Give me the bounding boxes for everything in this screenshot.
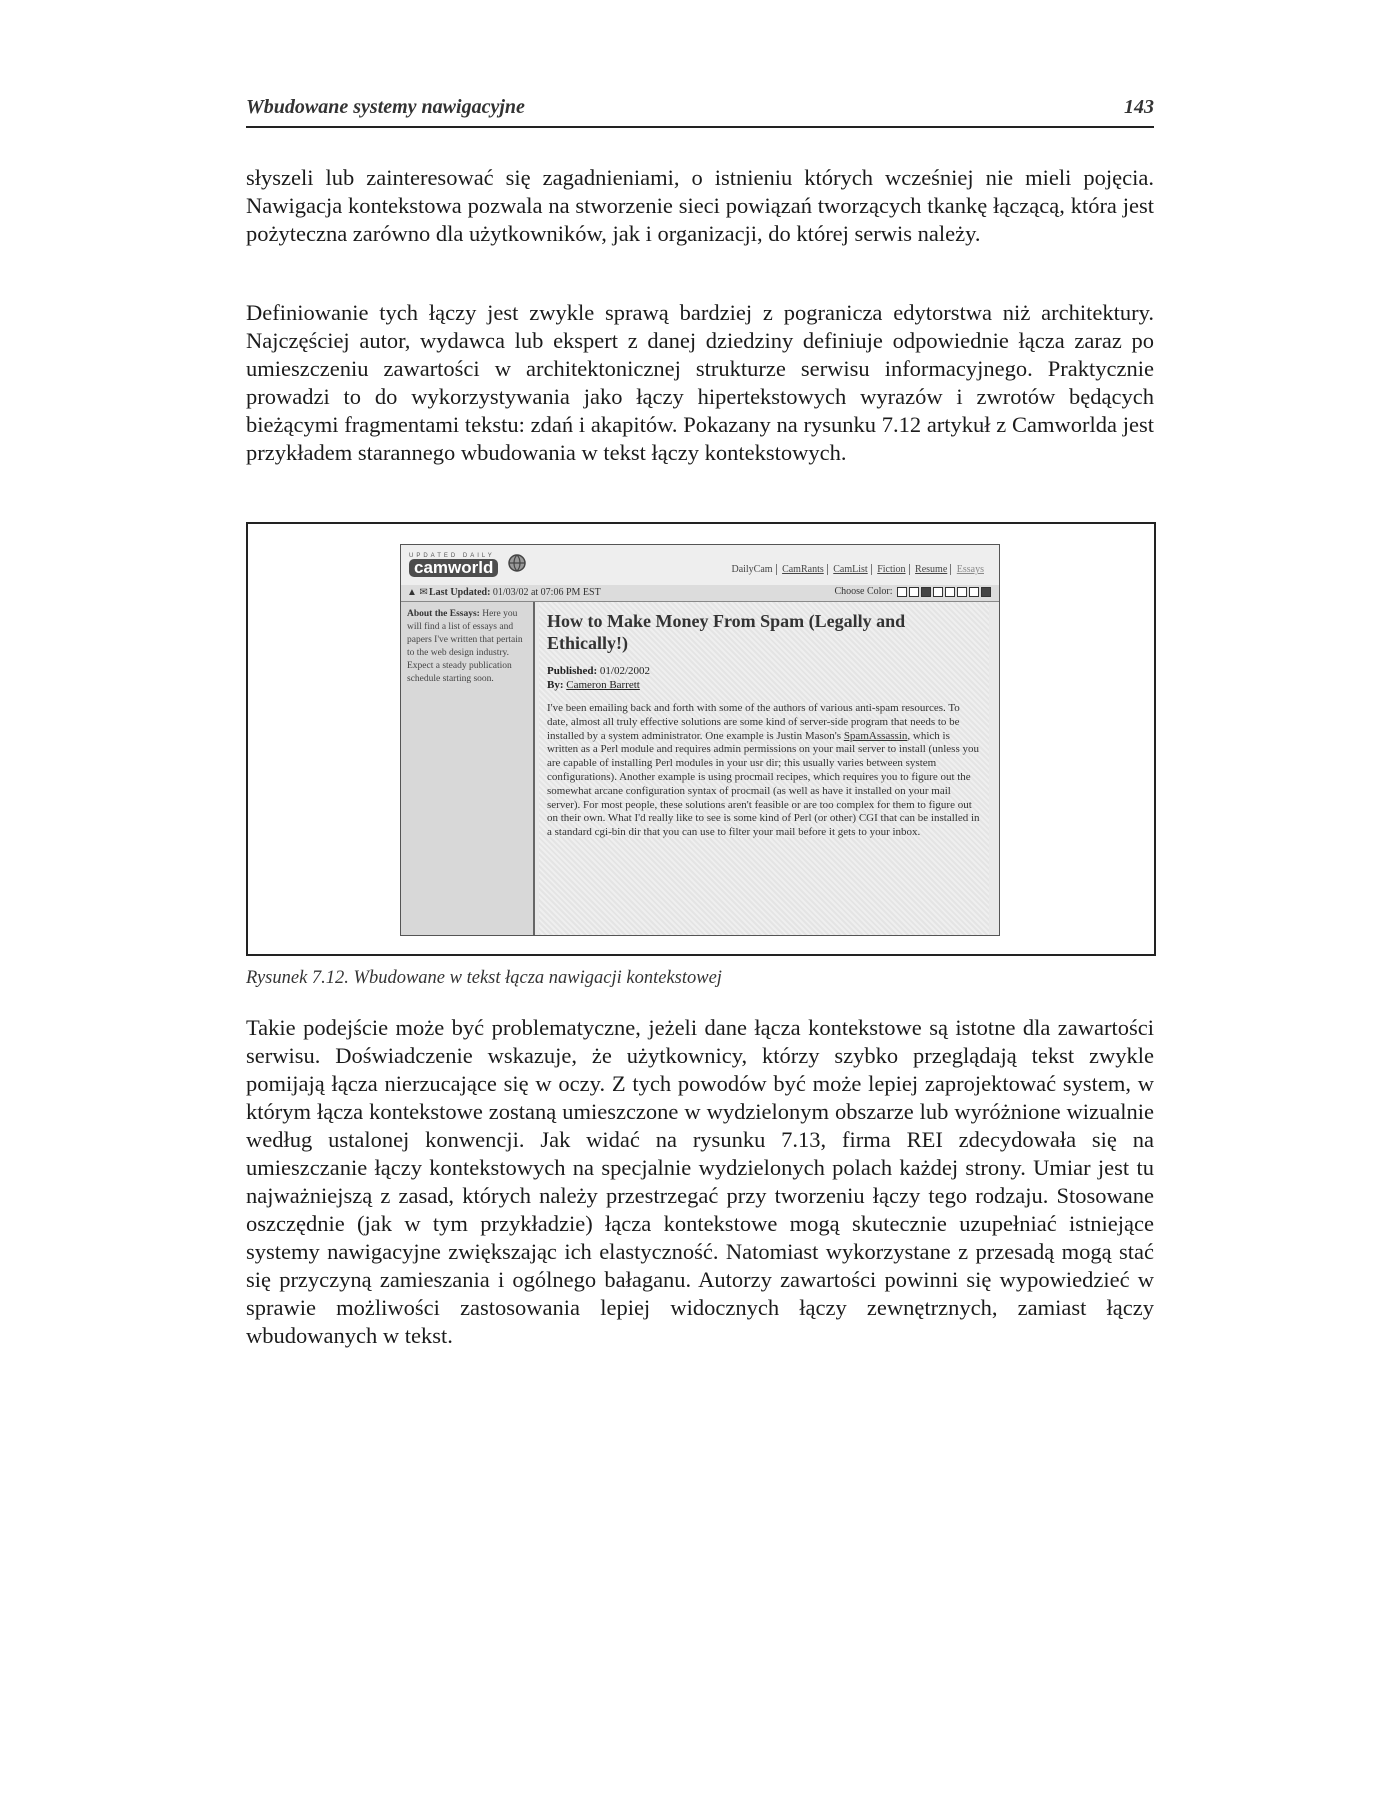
- color-swatch[interactable]: [957, 587, 967, 597]
- article-body: I've been emailing back and forth with some of the authors of various anti-spam resources. To date, almost all truly effective solutions are some kind of server-side program that needs to be installed by a system administrator. One example is Justin Mason's SpamAssassin, which is written as a Perl module and requires admin permissions on your mail server to install (unless you are capable of installing Perl modules in your usr dir; this usually varies between system configurations). Another example is using procmail recipes, which requires you to figure out the somewhat arcane configuration syntax of procmail (as well as have it installed on your mail server). For most people, these solutions aren't feasible or are too complex for them to figure out on their own. What I'd really like to see is some kind of Perl (or other) CGI that can be installed in a standard cgi-bin dir that you can use to filter your mail before it gets to your inbox.: [547, 702, 980, 839]
- figure-caption: Rysunek 7.12. Wbudowane w tekst łącza nawigacji kontekstowej: [246, 968, 722, 988]
- published-line: Published: 01/02/2002: [547, 665, 651, 677]
- nav-essays[interactable]: Essays: [956, 564, 984, 575]
- camworld-logo[interactable]: UPDATED DAILY camworld: [409, 553, 498, 578]
- nav-camlist[interactable]: CamList: [830, 564, 871, 575]
- nav-camrants[interactable]: CamRants: [779, 564, 828, 575]
- author-link[interactable]: Cameron Barrett: [566, 679, 640, 691]
- color-swatch[interactable]: [933, 587, 943, 597]
- paragraph-2: Definiowanie tych łączy jest zwykle sprawą bardziej z pogranicza edytorstwa niż architektury. Najczęściej autor, wydawca lub ekspert z danej dziedziny definiuje odpowiednie łącza zaraz po umieszczeniu zawartości w architektonicznej strukturze serwisu informacyjnego. Praktycznie prowadzi to do wykorzystywania jako łączy hipertekstowych wyrazów i zwrotów będących bieżącymi fragmentami tekstu: zdań i akapitów. Pokazany na rysunku 7.12 artykuł z Camworlda jest przykładem starannego wbudowania w tekst łączy kontekstowych.: [246, 300, 1154, 465]
- color-swatch[interactable]: [921, 587, 931, 597]
- last-updated: Last Updated: 01/03/02 at 07:06 PM EST: [429, 587, 601, 598]
- article: [539, 602, 989, 935]
- article-title: How to Make Money From Spam (Legally and Ethically!): [547, 611, 906, 653]
- color-swatch[interactable]: [945, 587, 955, 597]
- nav-resume[interactable]: Resume: [912, 564, 951, 575]
- color-swatch[interactable]: [909, 587, 919, 597]
- site-sidebar: [401, 602, 535, 935]
- figure-7-12: [246, 522, 1156, 956]
- color-swatch[interactable]: [981, 587, 991, 597]
- page-number: 143: [1124, 96, 1154, 118]
- chapter-title: Wbudowane systemy nawigacyjne: [246, 96, 525, 118]
- home-icon[interactable]: ▲: [407, 587, 417, 598]
- sidebar-text: Here you will find a list of essays and papers I've written that pertain to the web design industry. Expect a steady publication schedule starting soon.: [407, 609, 523, 684]
- paragraph-1: słyszeli lub zainteresować się zagadnieniami, o istnieniu których wcześniej nie mieli pojęcia. Nawigacja kontekstowa pozwala na stworzenie sieci powiązań tworzących tkankę łączącą, która jest pożyteczna zarówno dla użytkowników, jak i organizacji, do której serwis należy.: [246, 165, 1154, 246]
- color-chooser: Choose Color:: [834, 586, 991, 597]
- color-swatch[interactable]: [969, 587, 979, 597]
- byline: By: Cameron Barrett: [547, 679, 640, 691]
- nav-fiction[interactable]: Fiction: [874, 564, 909, 575]
- running-head: [246, 96, 1154, 128]
- site-header: [401, 545, 999, 585]
- spamassassin-link[interactable]: SpamAssassin: [843, 729, 908, 742]
- color-swatch[interactable]: [897, 587, 907, 597]
- site-nav: [728, 564, 987, 575]
- site-status-bar: [401, 585, 999, 602]
- globe-icon: [507, 553, 527, 573]
- nav-dailycam[interactable]: DailyCam: [728, 564, 776, 575]
- camworld-screenshot: [400, 544, 1000, 936]
- sidebar-heading: About the Essays:: [407, 609, 480, 619]
- paragraph-3: Takie podejście może być problematyczne, jeżeli dane łącza kontekstowe są istotne dla zawartości serwisu. Doświadczenie wskazuje, że użytkownicy, którzy szybko przeglądają tekst zwykle pomijają łącza nierzucające się w oczy. Z tych powodów być może lepiej zaprojektować system, w którym łącza kontekstowe zostaną umieszczone w wydzielonym obszarze lub wyróżnione wizualnie według ustalonej konwencji. Jak widać na rysunku 7.13, firma REI zdecydowała się na umieszczanie łączy kontekstowych na specjalnie wydzielonych polach każdej strony. Umiar jest tu najważniejszą z zasad, których należy przestrzegać przy tworzeniu łączy tego rodzaju. Stosowane oszczędnie (jak w tym przykładzie) łącza kontekstowe mogą skutecznie uzupełniać istniejące systemy nawigacyjne zwiększając ich elastyczność. Natomiast wykorzystane z przesadą mogą stać się przyczyną zamieszania i ogólnego bałaganu. Autorzy zawartości powinni się wypowiedzieć w sprawie możliwości zastosowania lepiej widocznych łączy zewnętrznych, zamiast łączy wbudowanych w tekst.: [246, 1015, 1154, 1348]
- mail-icon[interactable]: ✉: [419, 587, 428, 598]
